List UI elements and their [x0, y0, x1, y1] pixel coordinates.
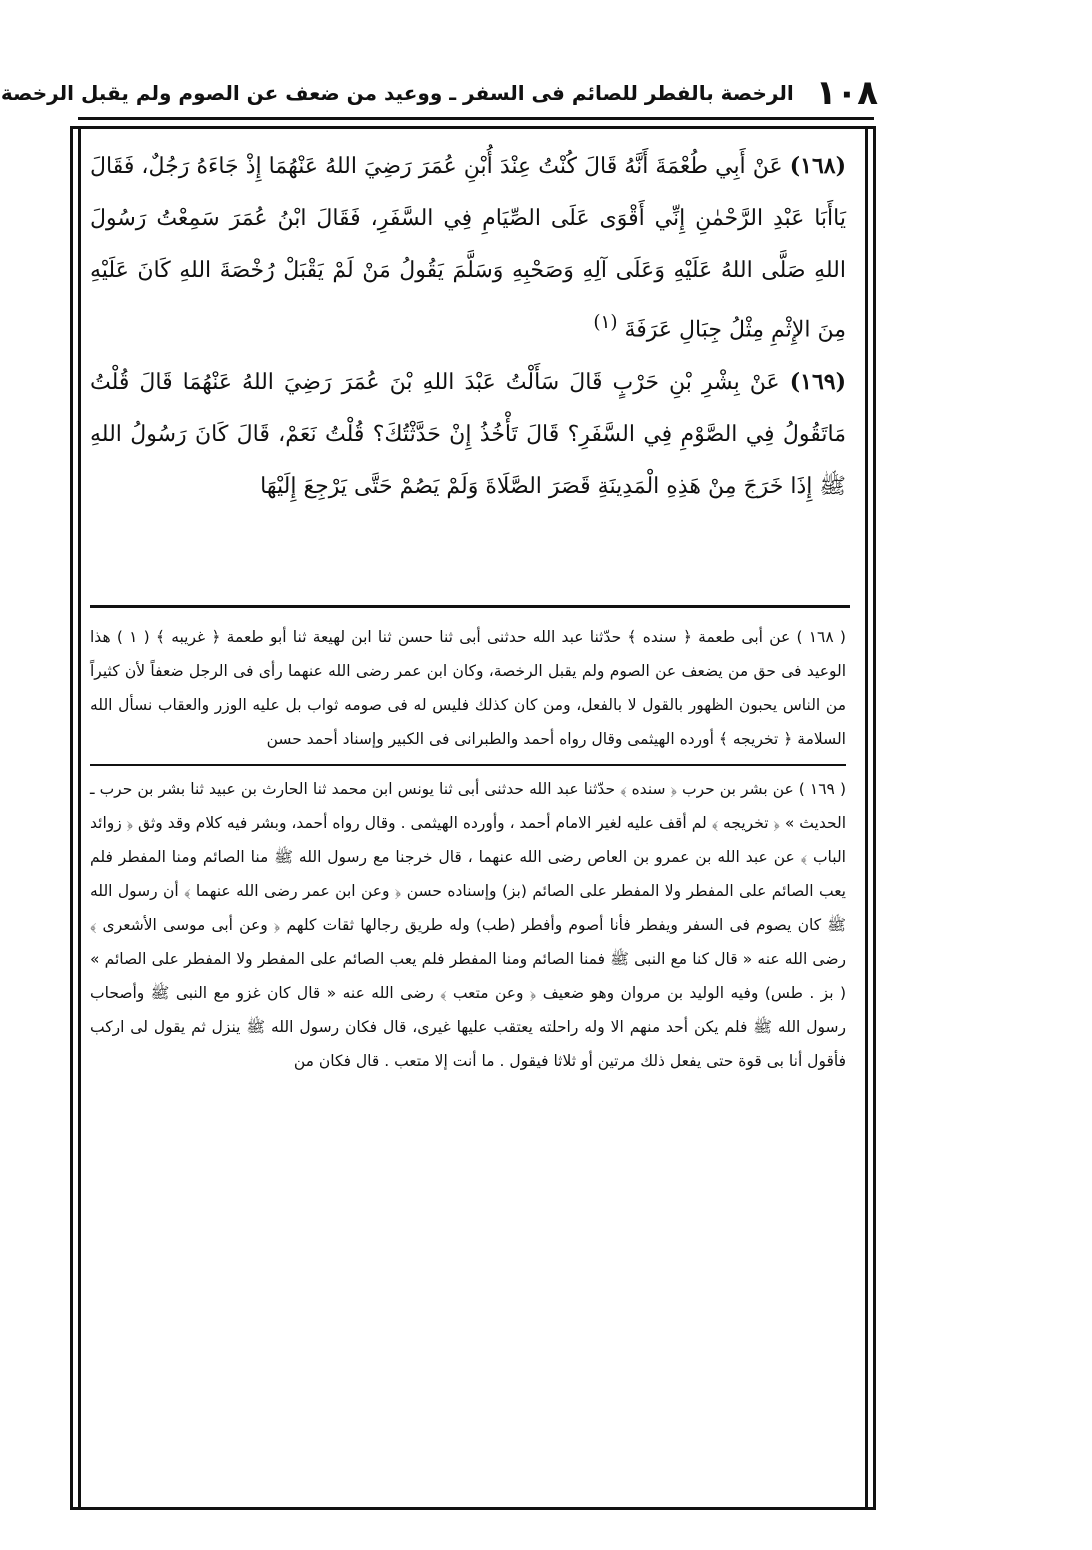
frame-top-line: [70, 126, 876, 129]
running-title: الرخصة بالفطر للصائم فى السفر ـ ووعيد من ضعف عن الصوم ولم يقبل الرخصة: [0, 81, 794, 105]
commentary-block: [90, 620, 846, 1490]
hadith-169: [90, 356, 846, 513]
frame-right-outer-line: [873, 126, 876, 1510]
frame-right-inner-line: [865, 126, 868, 1510]
hadith-number: (١٦٩): [789, 369, 846, 396]
hadith-body: عَنْ أَبِي طُعْمَةَ أَنَّهُ قَالَ كُنْتُ عِنْدَ أُبْنِ عُمَرَ رَضِيَ اللهُ عَنْهُمَا إِذْ جَاءَهُ رَجُلٌ، فَقَالَ يَاأَبَا عَبْدِ الرَّحْمٰنِ إِنِّي أَقْوَى عَلَى الصِّيَامِ فِي السَّفَرِ، فَقَالَ ابْنُ عُمَرَ سَمِعْتُ رَسُولَ اللهِ صَلَّى اللهُ عَلَيْهِ وَعَلَى آلِهِ وَصَحْبِهِ وَسَلَّمَ يَقُولُ مَنْ لَمْ يَقْبَلْ رُخْصَةَ اللهِ كَانَ عَلَيْهِ مِنَ الإِثْمِ مِثْلُ جِبَالِ عَرَفَةَ: [90, 154, 846, 343]
page-header: [0, 70, 878, 116]
commentary-169: ( ١٦٩ ) عن بشر بن حرب ﴿ سنده ﴾ حدّثنا عبد الله حدثنى أبى ثنا يونس ابن محمد ثنا الحارث بن عبيد ثنا بشر بن حرب ـ الحديث » ﴿ تخريجه ﴾ لم أقف عليه لغير الامام أحمد ، وأورده الهيثمى . وقال رواه أحمد، وبشر فيه كلام وقد وثق ﴿ زوائد الباب ﴾ عن عبد الله بن عمرو بن العاص رضى الله عنهما ، قال خرجنا مع رسول الله ﷺ منا الصائم ومنا المفطر فلم يعب الصائم على المفطر ولا المفطر على الصائم (بز) وإسناده حسن ﴿ وعن ابن عمر رضى الله عنهما ﴾ أن رسول الله ﷺ كان يصوم فى السفر ويفطر فأنا أصوم وأفطر (طب) وله طريق رجالها ثقات كلهم ﴿ وعن أبى موسى الأشعرى ﴾ رضى الله عنه « قال كنا مع النبى ﷺ فمنا الصائم ومنا المفطر فلم يعب الصائم على المفطر ولا المفطر على الصائم » ( بز . طس) وفيه الوليد بن مروان وهو ضعيف ﴿ وعن متعب ﴾ رضى الله عنه « قال كان غزو مع النبى ﷺ وأصحاب رسول الله ﷺ فلم يكن أحد منهم الا وله راحلته يعتقب عليها غيرى، قال فكان رسول الله ﷺ ينزل ثم يقول لى اركب فأقول أنا بى قوة حتى يفعل ذلك مرتين أو ثلاثا فيقول . ما أنت إلا متعب . قال فكان من: [90, 780, 846, 1070]
footnote-ref: (١): [593, 312, 618, 333]
commentary-divider: [90, 764, 846, 766]
hadith-number: (١٦٨): [789, 153, 846, 179]
frame-left-inner-line: [78, 126, 81, 1510]
hadith-body: عَنْ بِشْرِ بْنِ حَرْبٍ قَالَ سَأَلْتُ عَبْدَ اللهِ بْنَ عُمَرَ رَضِيَ اللهُ عَنْهُمَا قَالَ قُلْتُ مَاتَقُولُ فِي الصَّوْمِ فِي السَّفَرِ؟ قَالَ تَأْخُذُ إِنْ حَدَّثْتُكَ؟ قُلْتُ نَعَمْ، قَالَ كَانَ رَسُولُ اللهِ ﷺ إِذَا خَرَجَ مِنْ هَذِهِ الْمَدِينَةِ قَصَرَ الصَّلَاةَ وَلَمْ يَصُمْ حَتَّى يَرْجِعَ إِلَيْهَا: [90, 370, 846, 500]
section-divider: [90, 605, 850, 608]
hadith-168: [90, 140, 846, 356]
frame-bottom-line: [70, 1507, 876, 1510]
hadith-text-block: [90, 140, 846, 590]
page-number: ١٠٨: [815, 73, 878, 113]
commentary-168: ( ١٦٨ ) عن أبى طعمة ﴿ سنده ﴾ حدّثنا عبد الله حدثنى أبى ثنا حسن ثنا ابن لهيعة ثنا أبو طعمة ﴿ غريبه ﴾ ( ١ ) هذا الوعيد فى حق من يضعف عن الصوم ولم يقبل الرخصة، وكان ابن عمر رضى الله عنهما رأى فى الرجل ضعفاً لأن كثيراً من الناس يحبون الظهور بالقول لا بالفعل، ومن كان كذلك فليس له فى صومه ثواب بل عليه الوزر والعقاب نسأل الله السلامة ﴿ تخريجه ﴾ أورده الهيثمى وقال رواه أحمد والطبرانى فى الكبير وإسناد أحمد حسن: [90, 628, 846, 748]
header-rule: [78, 117, 874, 120]
frame-left-outer-line: [70, 126, 73, 1510]
